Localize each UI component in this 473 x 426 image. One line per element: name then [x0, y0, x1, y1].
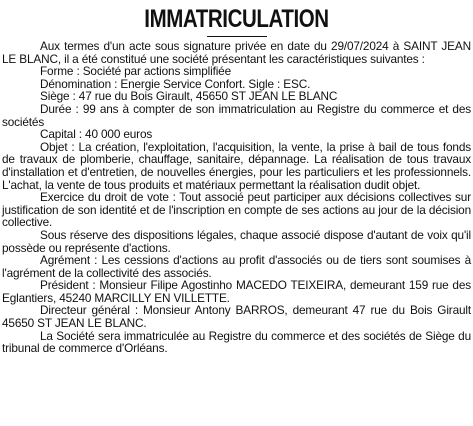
paragraph-siege: Siège : 47 rue du Bois Girault, 45650 ST JEAN LE BLANC	[40, 89, 338, 104]
paragraph-immatriculation: La Société sera immatriculée au Registre du commerce et des sociétés de Siège du tribunal de commerce d'Orléans.	[2, 328, 471, 356]
paragraph-directeur-general: Directeur général : Monsieur Antony BARROS, demeurant 47 rue du Bois Girault 45650 ST JEAN LE BLANC.	[2, 303, 471, 331]
title-divider	[207, 36, 267, 37]
paragraph-president: Président : Monsieur Filipe Agostinho MACEDO TEIXEIRA, demeurant 159 rue des Eglantiers, 45240 MARCILLY EN VILLETTE.	[2, 278, 471, 305]
paragraph-capital: Capital : 40 000 euros	[40, 127, 153, 142]
paragraph-agrement: Agrément : Les cessions d'actions au profit d'associés ou de tiers sont soumises à l'agrément de la collectivité des associés.	[2, 253, 471, 280]
notice-body	[2, 40, 471, 355]
paragraph-intro: Aux termes d'un acte sous signature privée en date du 29/07/2024 à SAINT JEAN LE BLANC, il a été constitué une société présentant les caractéristiques suivantes :	[2, 39, 471, 66]
paragraph-droit-de-vote: Exercice du droit de vote : Tout associé peut participer aux décisions collectives sur justification de son identité et de l'inscription en compte de ses actions au jour de la décision collective.	[2, 190, 471, 230]
paragraph-denomination: Dénomination : Energie Service Confort. Sigle : ESC.	[40, 76, 311, 91]
paragraph-duree: Durée : 99 ans à compter de son immatriculation au Registre du commerce et des sociétés	[2, 101, 471, 129]
paragraph-forme: Forme : Société par actions simplifiée	[40, 64, 231, 79]
paragraph-objet: Objet : La création, l'exploitation, l'acquisition, la vente, la prise à bail de tous fonds de travaux de plomberie, chauffage, sanitaire, dépannage. La réalisation de tous travaux d'installation et d'entretien, de nouvelles énergies, pour les particuliers et les professionnels. L'achat, la vente de tous produits et matériaux permettant la réalisation dudit objet.	[2, 139, 471, 192]
notice-title: IMMATRICULATION	[144, 5, 329, 33]
legal-notice	[2, 0, 471, 355]
paragraph-voix: Sous réserve des dispositions légales, chaque associé dispose d'autant de voix qu'il possède ou représente d'actions.	[2, 227, 471, 255]
